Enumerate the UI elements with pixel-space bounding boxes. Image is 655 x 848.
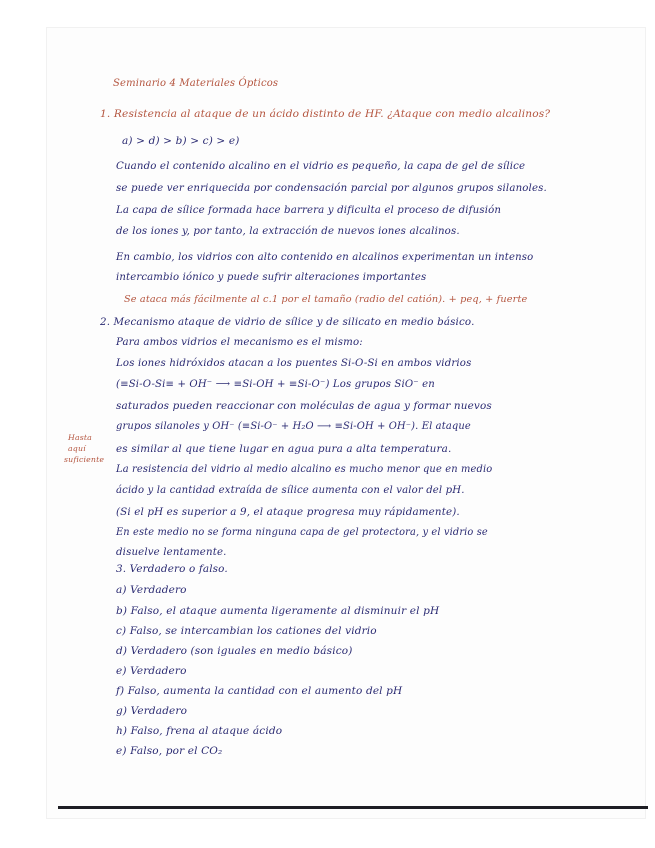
q3-item-h: h) Falso, frena al ataque ácido (116, 725, 283, 737)
q1-p2-line-2: intercambio iónico y puede sufrir alteraciones importantes (116, 272, 427, 283)
q3-item-last: e) Falso, por el CO₂ (116, 745, 223, 757)
q3-item-c: c) Falso, se intercambian los cationes del vidrio (116, 625, 377, 637)
q1-p1-line-3: La capa de sílice formada hace barrera y dificulta el proceso de difusión (116, 205, 502, 216)
q2-line-4: saturados pueden reaccionar con moléculas de agua y formar nuevos (116, 400, 492, 412)
q2-line-2: Los iones hidróxidos atacan a los puentes Si-O-Si en ambos vidrios (116, 358, 472, 369)
q3-heading: 3. Verdadero o falso. (116, 563, 228, 575)
side-note-line-2: aquí (68, 444, 86, 453)
q3-item-f: f) Falso, aumenta la cantidad con el aumento del pH (116, 685, 403, 697)
q2-line-1: Para ambos vidrios el mecanismo es el mismo: (116, 337, 363, 348)
q3-item-a: a) Verdadero (116, 584, 187, 596)
q2-line-3: (≡Si-O-Si≡ + OH⁻ ⟶ ≡Si-OH + ≡Si-O⁻) Los grupos SiO⁻ en (116, 379, 435, 390)
q1-p1-line-1: Cuando el contenido alcalino en el vidrio es pequeño, la capa de gel de sílice (116, 161, 526, 172)
q1-p1-line-4: de los iones y, por tanto, la extracción de nuevos iones alcalinos. (116, 226, 460, 237)
q2-line-7: La resistencia del vidrio al medio alcalino es mucho menor que en medio (116, 464, 493, 475)
q2-line-5: grupos silanoles y OH⁻ (≡Si-O⁻ + H₂O ⟶ ≡Si-OH + OH⁻). El ataque (116, 421, 471, 432)
q2-line-8: ácido y la cantidad extraída de sílice aumenta con el valor del pH. (116, 485, 465, 496)
q3-item-b: b) Falso, el ataque aumenta ligeramente al disminuir el pH (116, 605, 440, 617)
q1-p1-line-2: se puede ver enriquecida por condensación parcial por algunos grupos silanoles. (116, 183, 547, 194)
q2-line-10: En este medio no se forma ninguna capa de gel protectora, y el vidrio se (116, 527, 488, 538)
q3-item-e: e) Verdadero (116, 665, 187, 677)
q2-heading: 2. Mecanismo ataque de vidrio de sílice y de silicato en medio básico. (100, 316, 475, 328)
q3-item-d: d) Verdadero (son iguales en medio básico) (116, 645, 353, 657)
side-note-line-3: suficiente (64, 455, 105, 464)
q2-line-9: (Si el pH es superior a 9, el ataque progresa muy rápidamente). (116, 506, 460, 518)
q1-heading: 1. Resistencia al ataque de un ácido distinto de HF. ¿Ataque con medio alcalinos? (100, 108, 551, 120)
q1-p2-line-1: En cambio, los vidrios con alto contenido en alcalinos experimentan un intenso (116, 252, 534, 263)
q2-line-6: es similar al que tiene lugar en agua pura a alta temperatura. (116, 443, 452, 455)
side-note-line-1: Hasta (68, 433, 92, 442)
q3-item-g: g) Verdadero (116, 705, 188, 717)
q2-line-11: disuelve lentamente. (116, 547, 227, 558)
q1-order: a) > d) > b) > c) > e) (122, 135, 240, 147)
page-title: Seminario 4 Materiales Ópticos (113, 78, 279, 89)
bottom-edge-line (58, 806, 648, 809)
q1-note: Se ataca más fácilmente al c.1 por el tamaño (radio del catión). + peq, + fuerte (124, 294, 528, 305)
